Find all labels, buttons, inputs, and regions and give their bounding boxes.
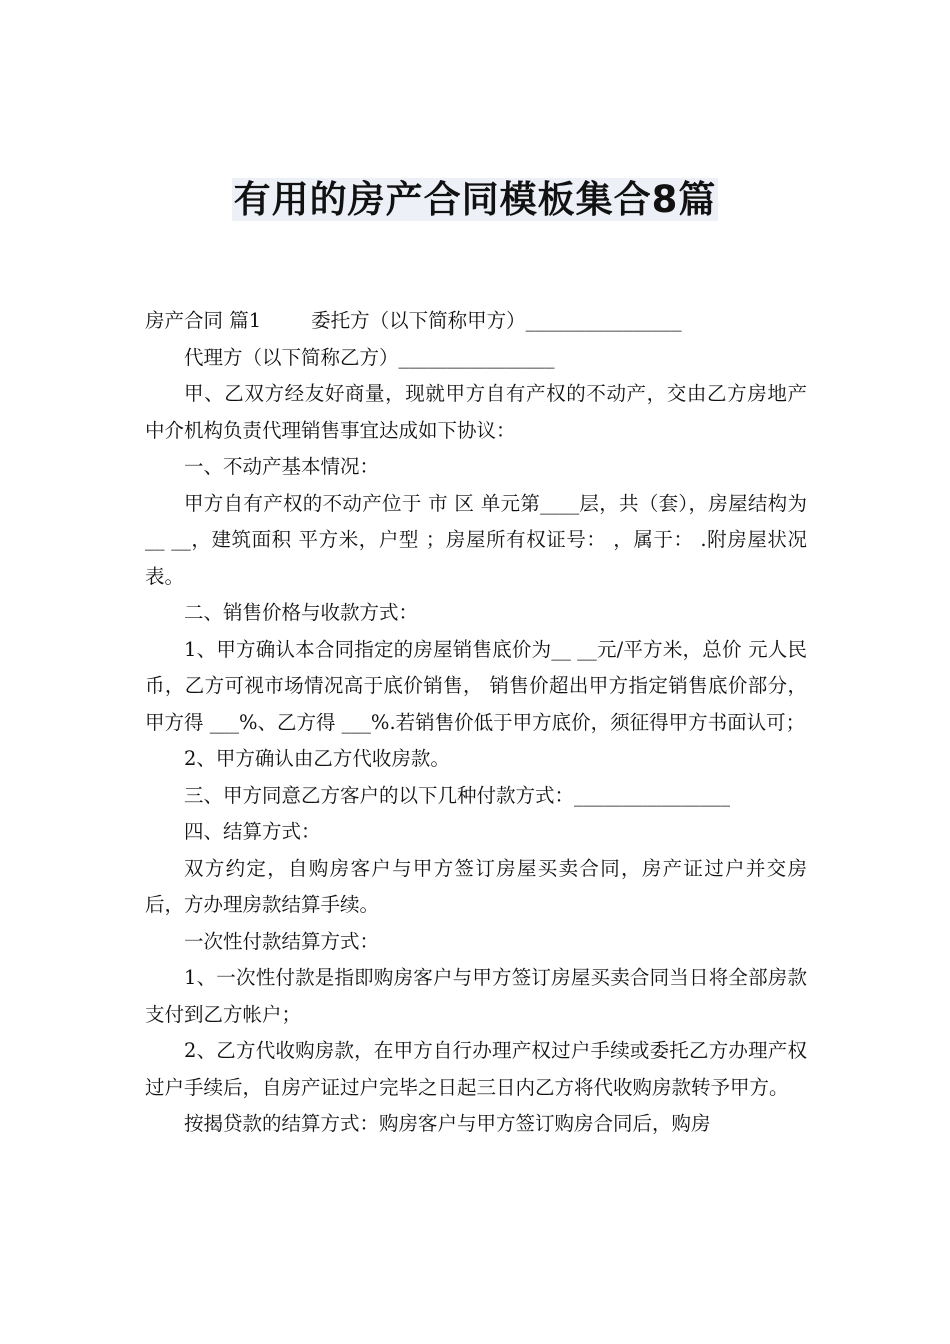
document-title bbox=[0, 172, 950, 228]
paragraph-0-text: 委托方（以下简称甲方）________________ bbox=[311, 309, 682, 332]
paragraph-14: 按揭贷款的结算方式：购房客户与甲方签订购房合同后，购房 bbox=[184, 1112, 711, 1135]
paragraph-10: 双方约定，自购房客户与甲方签订房屋买卖合同，房产证过户并交房后，方办理房款结算手续。 bbox=[145, 856, 807, 916]
paragraph-2: 甲、乙双方经友好商量，现就甲方自有产权的不动产，交由乙方房地产中介机构负责代理销售事宜达成如下协议： bbox=[145, 382, 807, 442]
paragraph-8: 三、甲方同意乙方客户的以下几种付款方式：________________ bbox=[184, 783, 731, 807]
paragraph-12: 1、一次性付款是指即购房客户与甲方签订房屋买卖合同当日将全部房款支付到乙方帐户； bbox=[145, 966, 807, 1026]
document-body bbox=[145, 303, 807, 1143]
paragraph-6: 1、甲方确认本合同指定的房屋销售底价为__ __元/平方米，总价 元人民币，乙方可视市场情况高于底价销售， 销售价超出甲方指定销售底价部分，甲方得 ___%、乙方得 ___%.若销售价低于甲方底价，须征得甲方书面认可； bbox=[145, 637, 807, 734]
paragraph-1: 代理方（以下简称乙方）________________ bbox=[184, 345, 555, 369]
document-title-text: 有用的房产合同模板集合8篇 bbox=[233, 178, 717, 221]
paragraph-11: 一次性付款结算方式： bbox=[184, 929, 380, 953]
paragraph-3: 一、不动产基本情况： bbox=[184, 455, 380, 478]
paragraph-0 bbox=[145, 303, 807, 340]
paragraph-13: 2、乙方代收购房款，在甲方自行办理产权过户手续或委托乙方办理产权过户手续后，自房产证过户完毕之日起三日内乙方将代收购房款转予甲方。 bbox=[145, 1039, 807, 1099]
paragraph-9: 四、结算方式： bbox=[184, 820, 321, 843]
paragraph-5: 二、销售价格与收款方式： bbox=[184, 601, 419, 624]
paragraph-4: 甲方自有产权的不动产位于 市 区 单元第____层，共（套），房屋结构为__ __，建筑面积 平方米，户型 ；房屋所有权证号： ，属于： .附房屋状况表。 bbox=[145, 491, 807, 588]
paragraph-7: 2、甲方确认由乙方代收房款。 bbox=[184, 747, 450, 770]
section-heading: 房产合同 篇1 bbox=[145, 309, 262, 332]
